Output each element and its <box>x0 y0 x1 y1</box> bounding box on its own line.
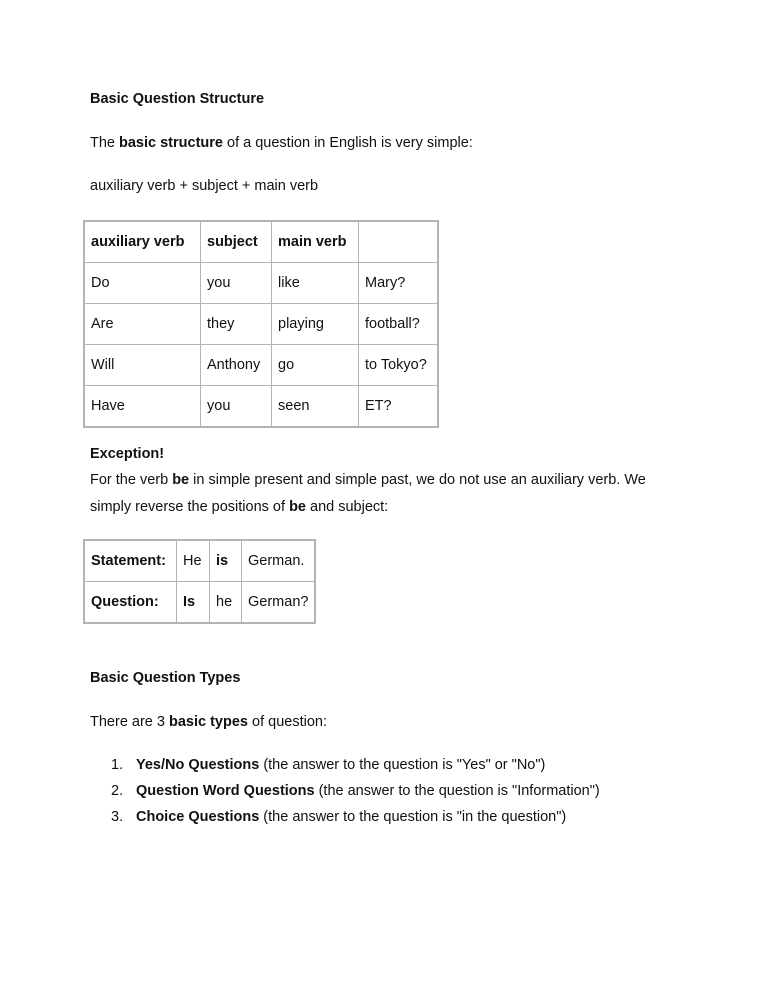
text: and subject: <box>305 499 389 515</box>
table-row-label: Statement: <box>84 540 177 582</box>
list-number: 2. <box>111 783 124 799</box>
table-cell: he <box>210 582 242 624</box>
text: For the verb <box>90 472 173 488</box>
be-verb-table <box>83 539 316 624</box>
structure-intro <box>90 135 473 151</box>
table-cell: German. <box>242 540 316 582</box>
table-header-cell: main verb <box>272 221 359 263</box>
list-item-description: (the answer to the question is "in the question") <box>259 809 567 825</box>
list-number: 3. <box>111 809 124 825</box>
list-item <box>111 781 600 807</box>
table-row-label: Question: <box>84 582 177 624</box>
list-item-term: Yes/No Questions <box>136 757 260 773</box>
table-header-cell: auxiliary verb <box>84 221 201 263</box>
table-cell: Are <box>84 304 201 345</box>
table-cell: is <box>210 540 242 582</box>
question-types-list <box>90 755 600 833</box>
structure-table <box>83 220 439 428</box>
structure-formula: auxiliary verb + subject + main verb <box>90 178 319 194</box>
table-cell: Have <box>84 386 201 428</box>
text: of question: <box>248 714 327 730</box>
text: The <box>90 135 120 151</box>
list-number: 1. <box>111 757 124 773</box>
table-header-row <box>84 221 438 263</box>
exception-line-2 <box>90 499 388 515</box>
types-intro <box>90 714 327 730</box>
list-item-description: (the answer to the question is "Information") <box>314 783 600 799</box>
table-cell: Will <box>84 345 201 386</box>
table-header-cell: subject <box>201 221 272 263</box>
list-item-description: (the answer to the question is "Yes" or "No") <box>259 757 546 773</box>
table-cell: to Tokyo? <box>359 345 439 386</box>
table-cell: Mary? <box>359 263 439 304</box>
table-row <box>84 304 438 345</box>
list-item <box>111 807 600 833</box>
text: of a question in English is very simple: <box>222 135 473 151</box>
section-heading-structure: Basic Question Structure <box>90 91 265 107</box>
exception-heading: Exception! <box>90 446 165 462</box>
text: There are 3 <box>90 714 169 730</box>
section-heading-types: Basic Question Types <box>90 670 241 686</box>
table-cell: playing <box>272 304 359 345</box>
list-item-term: Question Word Questions <box>136 783 315 799</box>
table-cell: ET? <box>359 386 439 428</box>
list-item-term: Choice Questions <box>136 809 260 825</box>
bold-text: basic types <box>169 714 248 730</box>
table-cell: He <box>177 540 210 582</box>
table-cell: seen <box>272 386 359 428</box>
table-row <box>84 386 438 428</box>
table-cell: go <box>272 345 359 386</box>
table-row <box>84 582 315 624</box>
table-row <box>84 345 438 386</box>
table-cell: they <box>201 304 272 345</box>
table-cell: Do <box>84 263 201 304</box>
table-cell: Anthony <box>201 345 272 386</box>
table-cell: Is <box>177 582 210 624</box>
text: in simple present and simple past, we do not use an auxiliary verb. We <box>189 472 646 488</box>
text: simply reverse the positions of <box>90 499 290 515</box>
table-cell: you <box>201 263 272 304</box>
bold-text: be <box>289 499 306 515</box>
table-cell: football? <box>359 304 439 345</box>
bold-text: be <box>172 472 190 488</box>
table-row <box>84 263 438 304</box>
table-row <box>84 540 315 582</box>
table-cell: like <box>272 263 359 304</box>
bold-text: basic structure <box>119 135 223 151</box>
table-header-cell <box>359 221 439 263</box>
table-cell: you <box>201 386 272 428</box>
table-cell: German? <box>242 582 316 624</box>
exception-line-1 <box>90 472 646 488</box>
list-item <box>111 755 600 781</box>
